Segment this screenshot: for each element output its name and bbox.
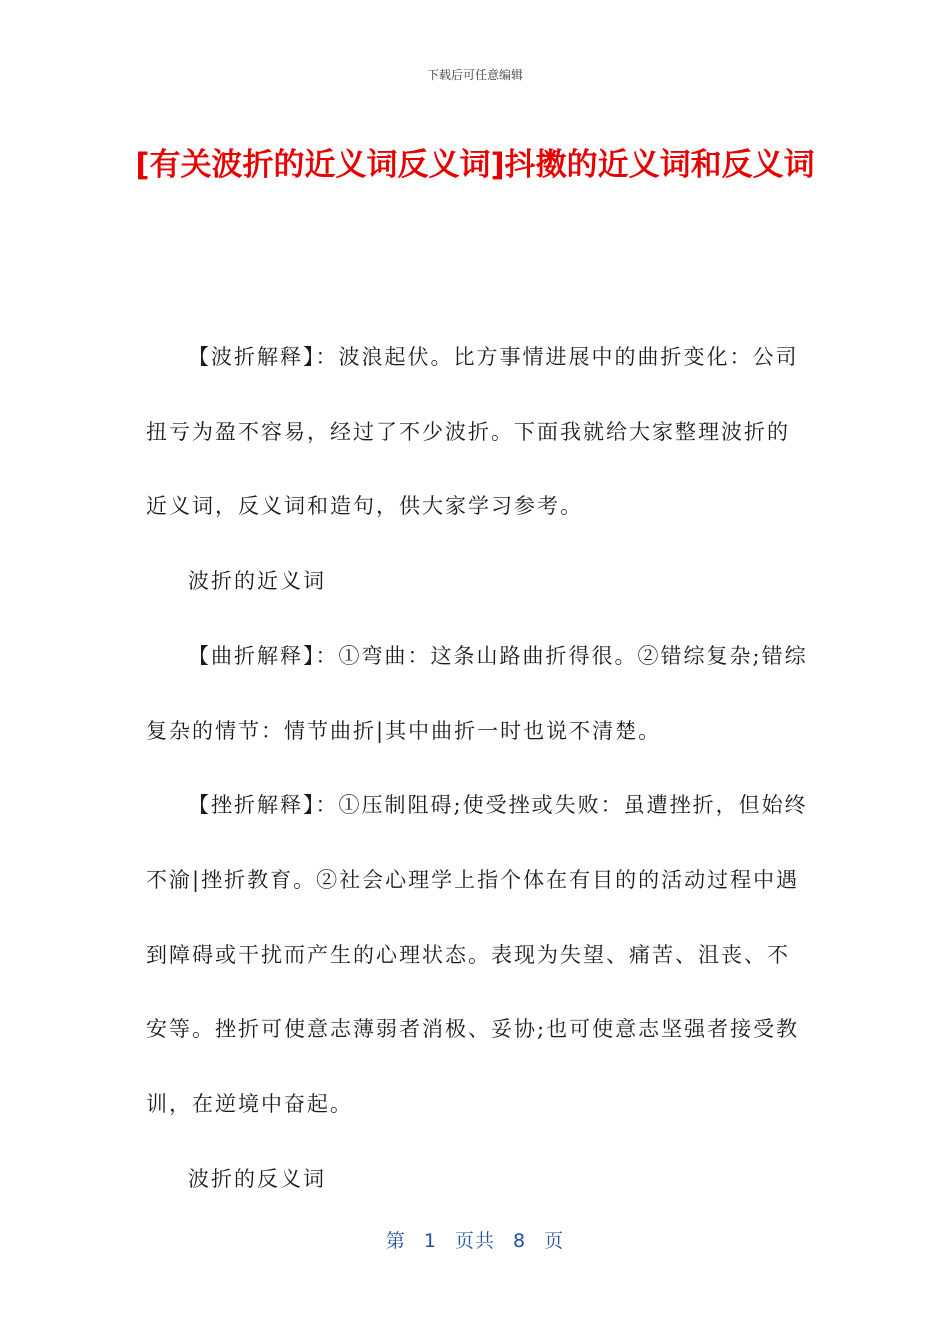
paragraph-cuozhe: 【挫折解释】：①压制阻碍;使受挫或失败：虽遭挫折，但始终不渝|挫折教育。②社会心理学上指个体在有目的的活动过程中遇到障碍或干扰而产生的心理状态。表现为失望、痛苦、沮丧、不安等。挫折可使意志薄弱者消极、妥协;也可使意志坚强者接受教训，在逆境中奋起。 [146, 793, 808, 1117]
paragraph-intro: 【波折解释】：波浪起伏。比方事情进展中的曲折变化：公司扭亏为盈不容易，经过了不少波折。下面我就给大家整理波折的近义词，反义词和造句，供大家学习参考。 [146, 345, 799, 519]
footer-suffix: 页 [544, 1230, 565, 1252]
footer-prefix: 第 [385, 1230, 406, 1252]
footer-middle: 页共 [454, 1230, 495, 1252]
page-footer [0, 1226, 950, 1253]
heading-synonyms: 波折的近义词 [188, 569, 326, 594]
footer-total-pages: 8 [513, 1230, 527, 1252]
header-note: 下载后可任意编辑 [426, 68, 523, 82]
heading-antonyms: 波折的反义词 [188, 1166, 326, 1191]
document-body [146, 320, 808, 1216]
footer-current-page: 1 [423, 1230, 437, 1252]
paragraph-quzhe: 【曲折解释】：①弯曲：这条山路曲折得很。②错综复杂;错综复杂的情节：情节曲折|其中曲折一时也说不清楚。 [146, 643, 808, 743]
document-title: [有关波折的近义词反义词]抖擞的近义词和反义词 [135, 147, 815, 183]
